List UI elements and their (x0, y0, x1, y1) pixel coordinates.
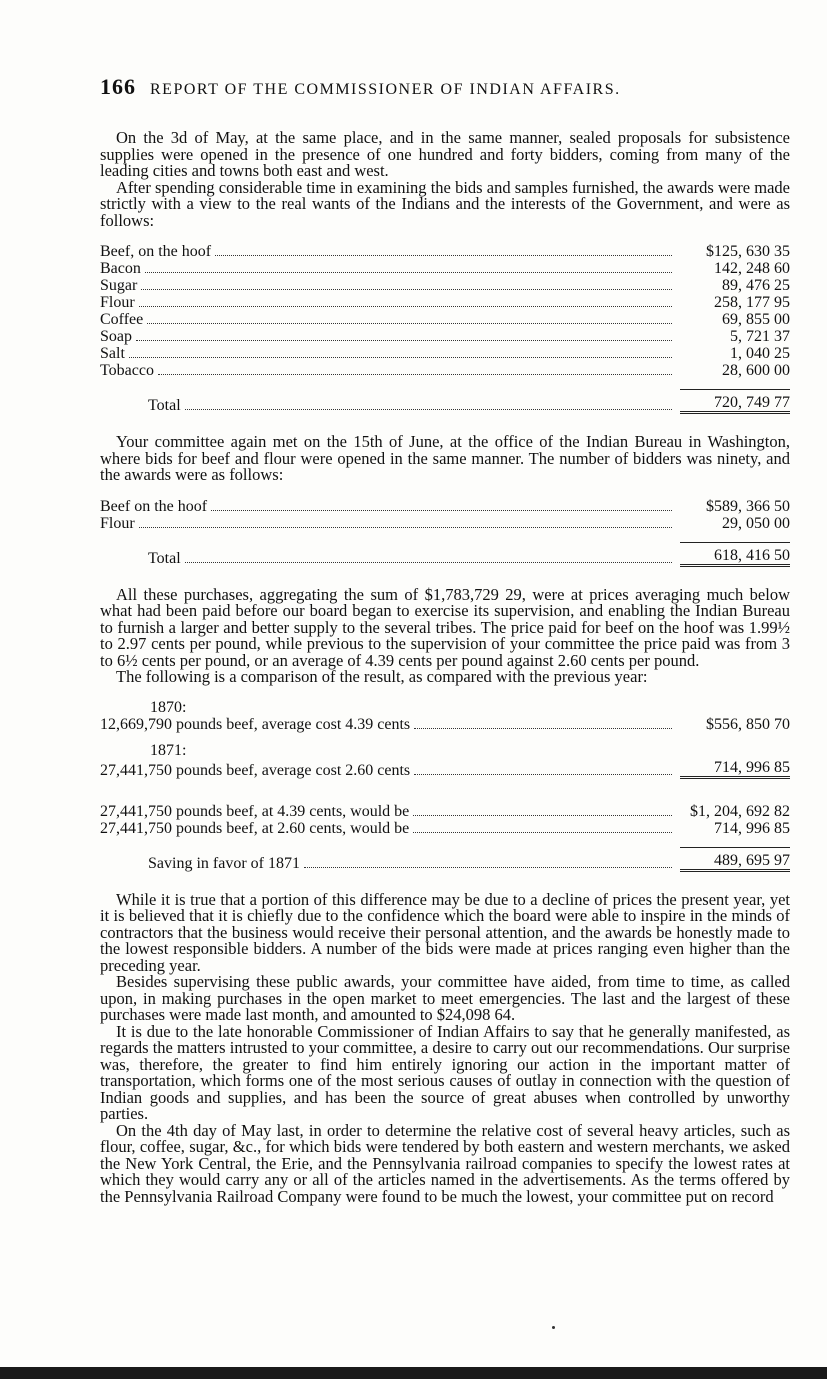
item-amount: 258, 177 95 (714, 294, 790, 311)
paragraph: Your committee again met on the 15th of June, at the office of the Indian Bureau in Washington, where bids for beef and flour were opened in the same manner. The number of bidders was ninety, and the awards were as follows: (100, 432, 790, 484)
year-label: 1871: (150, 741, 187, 759)
item-label: Soap (100, 328, 132, 345)
saving-label: Saving in favor of 1871 (148, 854, 300, 872)
awards-table-may (100, 243, 790, 414)
paragraph: On the 4th day of May last, in order to determine the relative cost of several heavy articles, such as flour, coffee, sugar, &c., for which bids were tendered by both eastern and western merchants, we asked the New York Central, the Erie, and the Pennsylvania railroad companies to specify the lowest rates at which they would carry any or all of the articles named in the advertisements. As the terms offered by the Pennsylvania Railroad Company were found to be much the lowest, your committee put on record (100, 1120, 790, 1206)
leader-dots (141, 289, 672, 290)
leader-dots (414, 774, 672, 775)
ink-speck (552, 1326, 555, 1329)
leader-dots (304, 867, 672, 868)
item-amount: 89, 476 25 (722, 277, 790, 294)
ledger-row (100, 498, 790, 515)
item-label: Beef, on the hoof (100, 243, 212, 260)
page-content (100, 74, 790, 1205)
ledger-row (100, 277, 790, 294)
ledger-row (100, 294, 790, 311)
awards-table-june (100, 498, 790, 567)
item-label: Coffee (100, 311, 144, 328)
row-amount: $1, 204, 692 82 (690, 802, 790, 820)
paragraph: On the 3d of May, at the same place, and in the same manner, sealed proposals for subsistence supplies were opened in the presence of one hundred and forty bidders, coming from many of the leading cities and towns both east and west. (100, 128, 790, 180)
leader-dots (139, 527, 672, 528)
paragraph: Besides supervising these public awards, your committee have aided, from time to time, as called upon, in making purchases in the open market to meet emergencies. The last and the largest of these purchases were made last month, and amounted to $24,098 64. (100, 972, 790, 1024)
total-row (100, 542, 790, 567)
leader-dots (139, 306, 672, 307)
saving-row (100, 847, 790, 872)
ledger-row (100, 515, 790, 532)
row-label: 27,441,750 pounds beef, average cost 2.60 cents (100, 761, 411, 779)
item-label: Bacon (100, 260, 141, 277)
row-label: 12,669,790 pounds beef, average cost 4.39 cents (100, 715, 411, 733)
leader-dots (414, 728, 672, 729)
paragraph: The following is a comparison of the result, as compared with the previous year: (116, 667, 648, 686)
comparison-row (100, 803, 790, 820)
paragraph: While it is true that a portion of this difference may be due to a decline of prices the present year, yet it is believed that it is chiefly due to the confidence which the board were able to inspire in the minds of contractors that the business would receive their personal attention, and the awards be honestly made to the lowest responsible bidders. A number of the bids were made at prices ranging even higher than the preceding year. (100, 889, 790, 975)
total-label: Total (148, 549, 181, 567)
page-number: 166 (100, 74, 136, 99)
page-header (100, 74, 790, 100)
row-amount: 714, 996 85 (714, 819, 790, 837)
ledger-row (100, 345, 790, 362)
scan-edge (0, 1367, 827, 1379)
ledger-row (100, 328, 790, 345)
leader-dots (413, 815, 672, 816)
leader-dots (211, 510, 672, 511)
ledger-row (100, 243, 790, 260)
paragraph: It is due to the late honorable Commissioner of Indian Affairs to say that he generally manifested, as regards the matters intrusted to your committee, a desire to carry out our recommendations. Our surprise was, therefore, the greater to find him entirely ignoring our action in the important matter of transportation, which forms one of the most serious causes of outlay in connection with the question of Indian goods and supplies, and has been the source of great abuses when controlled by unworthy parties. (100, 1021, 790, 1123)
comparison-row (100, 716, 790, 733)
item-label: Beef on the hoof (100, 497, 208, 515)
total-row (100, 389, 790, 414)
comparison-row (100, 820, 790, 837)
row-amount: 714, 996 85 (680, 759, 790, 779)
leader-dots (185, 409, 672, 410)
item-label: Tobacco (100, 362, 154, 379)
saving-amount: 489, 695 97 (680, 847, 790, 872)
comparison-row (100, 759, 790, 779)
total-label: Total (148, 397, 181, 414)
leader-dots (129, 357, 672, 358)
comparison-table (100, 700, 790, 872)
year-label: 1870: (150, 698, 187, 716)
leader-dots (185, 562, 672, 563)
item-amount: 5, 721 37 (730, 328, 790, 345)
row-label: 27,441,750 pounds beef, at 2.60 cents, would be (100, 819, 410, 837)
ledger-row (100, 362, 790, 379)
item-amount: 1, 040 25 (730, 345, 790, 362)
total-amount: 720, 749 77 (680, 389, 790, 414)
item-label: Flour (100, 294, 135, 311)
item-amount: 142, 248 60 (714, 260, 790, 277)
leader-dots (215, 255, 672, 256)
item-label: Sugar (100, 277, 138, 294)
total-amount: 618, 416 50 (680, 542, 790, 567)
leader-dots (136, 340, 672, 341)
leader-dots (147, 323, 672, 324)
paragraph: After spending considerable time in examining the bids and samples furnished, the awards were made strictly with a view to the real wants of the Indians and the interests of the Government, and were as follows: (100, 177, 790, 230)
row-amount: $556, 850 70 (706, 715, 790, 733)
item-amount: $589, 366 50 (706, 497, 790, 515)
item-amount: $125, 630 35 (706, 243, 790, 260)
item-amount: 28, 600 00 (722, 362, 790, 379)
row-label: 27,441,750 pounds beef, at 4.39 cents, would be (100, 802, 410, 820)
item-amount: 69, 855 00 (722, 311, 790, 328)
leader-dots (145, 272, 672, 273)
ledger-row (100, 311, 790, 328)
paragraph: All these purchases, aggregating the sum of $1,783,729 29, were at prices averaging much below what had been paid before our board began to exercise its supervision, and enabling the Indian Bureau to furnish a larger and better supply to the several tribes. The price paid for beef on the hoof was 1.99½ to 2.97 cents per pound, while previous to the supervision of your committee the price paid was from 3 to 6½ cents per pound, or an average of 4.39 cents per pound against 2.60 cents per pound. (100, 584, 790, 670)
leader-dots (158, 374, 672, 375)
leader-dots (413, 832, 672, 833)
ledger-row (100, 260, 790, 277)
item-label: Flour (100, 514, 135, 532)
item-label: Salt (100, 345, 125, 362)
item-amount: 29, 050 00 (722, 514, 790, 532)
running-head: REPORT OF THE COMMISSIONER OF INDIAN AFFAIRS. (150, 81, 621, 98)
